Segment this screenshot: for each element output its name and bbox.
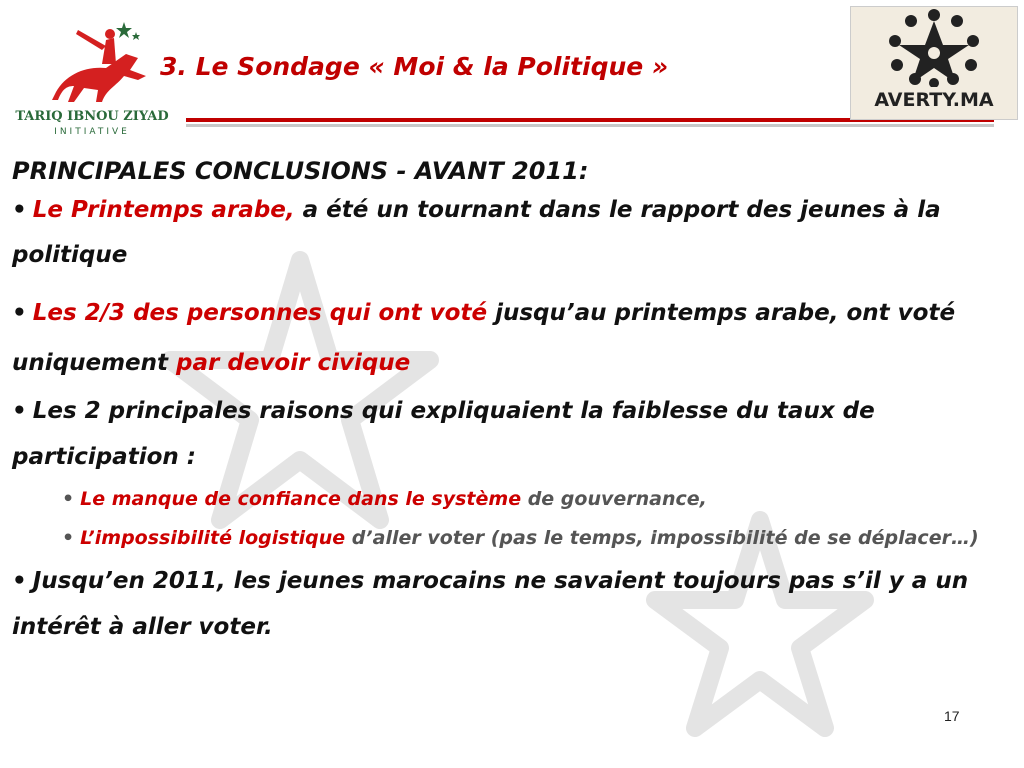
bullet-vote-text: jusqu’au printemps arabe, ont voté uniquement xyxy=(12,300,956,376)
sub-bullet-logistique-text: d’aller voter (pas le temps, impossibilité de se déplacer…) xyxy=(345,527,979,549)
bullet-icon: • xyxy=(12,398,27,424)
logo-left-name: TARIQ IBNOU ZIYAD xyxy=(15,109,169,124)
conclusions-heading: PRINCIPALES CONCLUSIONS - AVANT 2011: xyxy=(12,157,589,185)
tariq-ibnou-ziyad-logo xyxy=(6,14,176,137)
title-underline-grey xyxy=(186,124,994,127)
bullet-icon: • xyxy=(62,527,75,549)
bullet-2011 xyxy=(12,558,1012,650)
bullet-printemps xyxy=(12,188,1012,278)
sub-bullet-confiance xyxy=(62,480,1012,518)
bullet-raisons xyxy=(12,388,1012,480)
bullet-icon: • xyxy=(12,300,27,326)
page-number: 17 xyxy=(944,708,960,724)
bullet-vote-highlight-2: par devoir civique xyxy=(176,350,411,376)
bullet-printemps-highlight: Le Printemps arabe, xyxy=(32,197,295,223)
averty-logo xyxy=(850,6,1018,120)
bullet-vote xyxy=(12,288,1012,388)
bullet-vote-highlight: Les 2/3 des personnes qui ont voté xyxy=(32,300,488,326)
horse-rider-icon xyxy=(6,14,176,109)
sub-bullet-logistique-highlight: L’impossibilité logistique xyxy=(80,527,346,549)
logo-left-sub: INITIATIVE xyxy=(54,127,130,137)
slide-title: 3. Le Sondage « Moi & la Politique » xyxy=(160,52,669,81)
bullet-2011-text: Jusqu’en 2011, les jeunes marocains ne savaient toujours pas s’il y a un intérêt à aller voter. xyxy=(12,568,969,640)
bullet-icon: • xyxy=(12,197,27,223)
sub-bullet-confiance-highlight: Le manque de confiance dans le système xyxy=(80,488,522,510)
bullet-raisons-text: Les 2 principales raisons qui expliquaient la faiblesse du taux de participation : xyxy=(12,398,875,470)
bullet-icon: • xyxy=(12,568,27,594)
bullet-printemps-text: a été un tournant dans le rapport des jeunes à la politique xyxy=(12,197,941,268)
logo-right-text: AVERTY.MA xyxy=(874,89,994,111)
sub-bullet-confiance-text: de gouvernance, xyxy=(521,488,707,510)
bullet-icon: • xyxy=(62,488,75,510)
slide-body xyxy=(12,154,1012,650)
pentagram-chain-icon xyxy=(851,7,1017,87)
sub-bullet-logistique xyxy=(62,518,1012,558)
